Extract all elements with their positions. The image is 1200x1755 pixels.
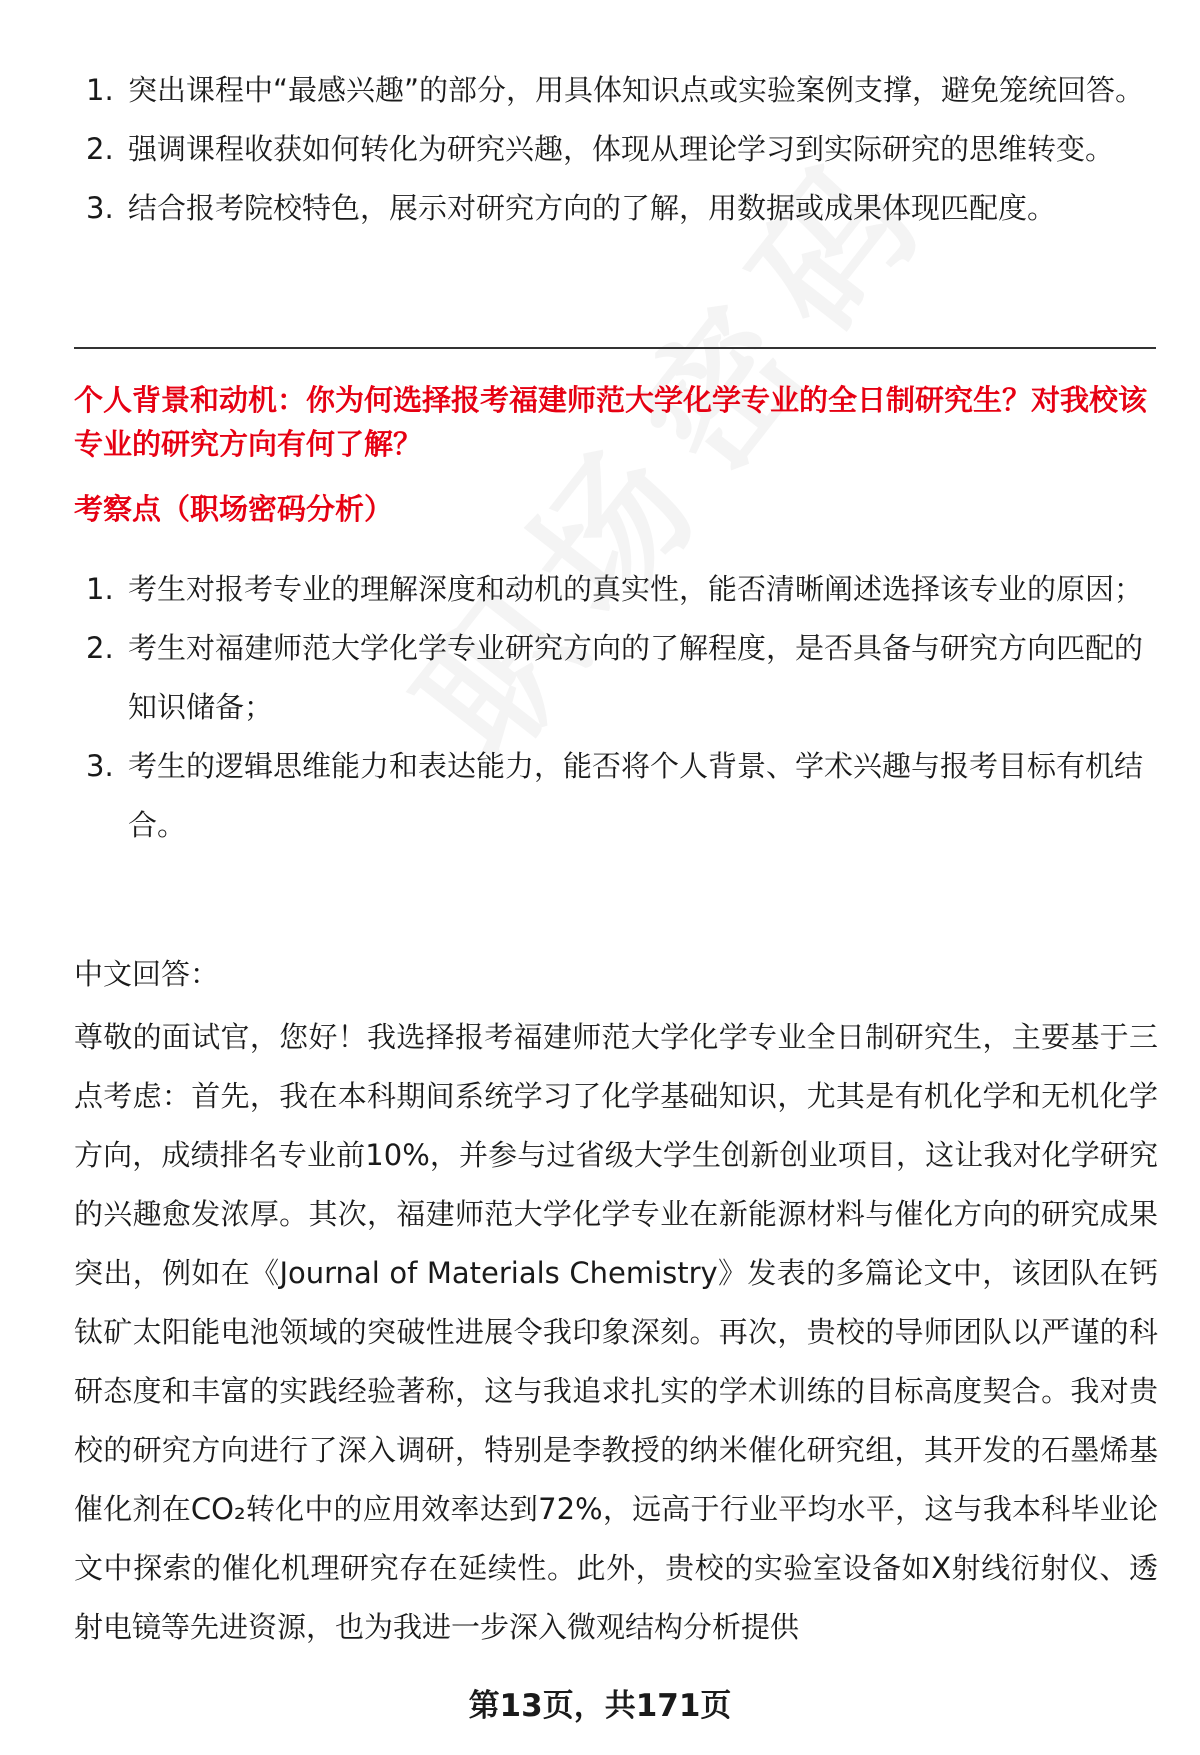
- list-item-text: 突出课程中“最感兴趣”的部分，用具体知识点或实验案例支撑，避免笼统回答。: [128, 73, 1145, 107]
- list-item: [74, 61, 1154, 120]
- list-item: [74, 560, 1154, 619]
- list-item: [74, 619, 1154, 737]
- list-item-text: 结合报考院校特色，展示对研究方向的了解，用数据或成果体现匹配度。: [128, 191, 1057, 225]
- assessment-points-heading: 考察点（职场密码分析）: [74, 492, 394, 526]
- list-item: [74, 737, 1154, 855]
- list-item-text: 考生对福建师范大学化学专业研究方向的了解程度，是否具备与研究方向匹配的知识储备；: [128, 631, 1144, 724]
- list-item-number: 2.: [86, 631, 114, 665]
- question-heading: 个人背景和动机：你为何选择报考福建师范大学化学专业的全日制研究生？对我校该专业的研究方向有何了解？: [74, 383, 1148, 461]
- list-item: [74, 179, 1154, 238]
- list-item-number: 3.: [86, 191, 114, 225]
- list-item-text: 考生的逻辑思维能力和表达能力，能否将个人背景、学术兴趣与报考目标有机结合。: [128, 749, 1144, 842]
- assessment-points-list: [74, 560, 1154, 855]
- list-item-text: 考生对报考专业的理解深度和动机的真实性，能否清晰阐述选择该专业的原因；: [128, 572, 1144, 606]
- answer-paragraph: 尊敬的面试官，您好！我选择报考福建师范大学化学专业全日制研究生，主要基于三点考虑：首先，我在本科期间系统学习了化学基础知识，尤其是有机化学和无机化学方向，成绩排名专业前10%，并参与过省级大学生创新创业项目，这让我对化学研究的兴趣愈发浓厚。其次，福建师范大学化学专业在新能源材料与催化方向的研究成果突出，例如在《Journal of Materials Chemistry》发表的多篇论文中，该团队在钙钛矿太阳能电池领域的突破性进展令我印象深刻。再次，贵校的导师团队以严谨的科研态度和丰富的实践经验著称，这与我追求扎实的学术训练的目标高度契合。我对贵校的研究方向进行了深入调研，特别是李教授的纳米催化研究组，其开发的石墨烯基催化剂在CO₂转化中的应用效率达到72%，远高于行业平均水平，这与我本科毕业论文中探索的催化机理研究存在延续性。此外，贵校的实验室设备如X射线衍射仪、透射电镜等先进资源，也为我进一步深入微观结构分析提供: [74, 1020, 1158, 1644]
- tips-list: [74, 61, 1154, 238]
- list-item-number: 1.: [86, 572, 114, 606]
- list-item-number: 2.: [86, 132, 114, 166]
- section-divider: [74, 347, 1156, 349]
- list-item: [74, 120, 1154, 179]
- answer-label: 中文回答：: [74, 957, 220, 991]
- list-item-number: 3.: [86, 749, 114, 783]
- page-number-footer: 第13页，共171页: [468, 1688, 732, 1724]
- list-item-text: 强调课程收获如何转化为研究兴趣，体现从理论学习到实际研究的思维转变。: [128, 132, 1115, 166]
- list-item-number: 1.: [86, 73, 114, 107]
